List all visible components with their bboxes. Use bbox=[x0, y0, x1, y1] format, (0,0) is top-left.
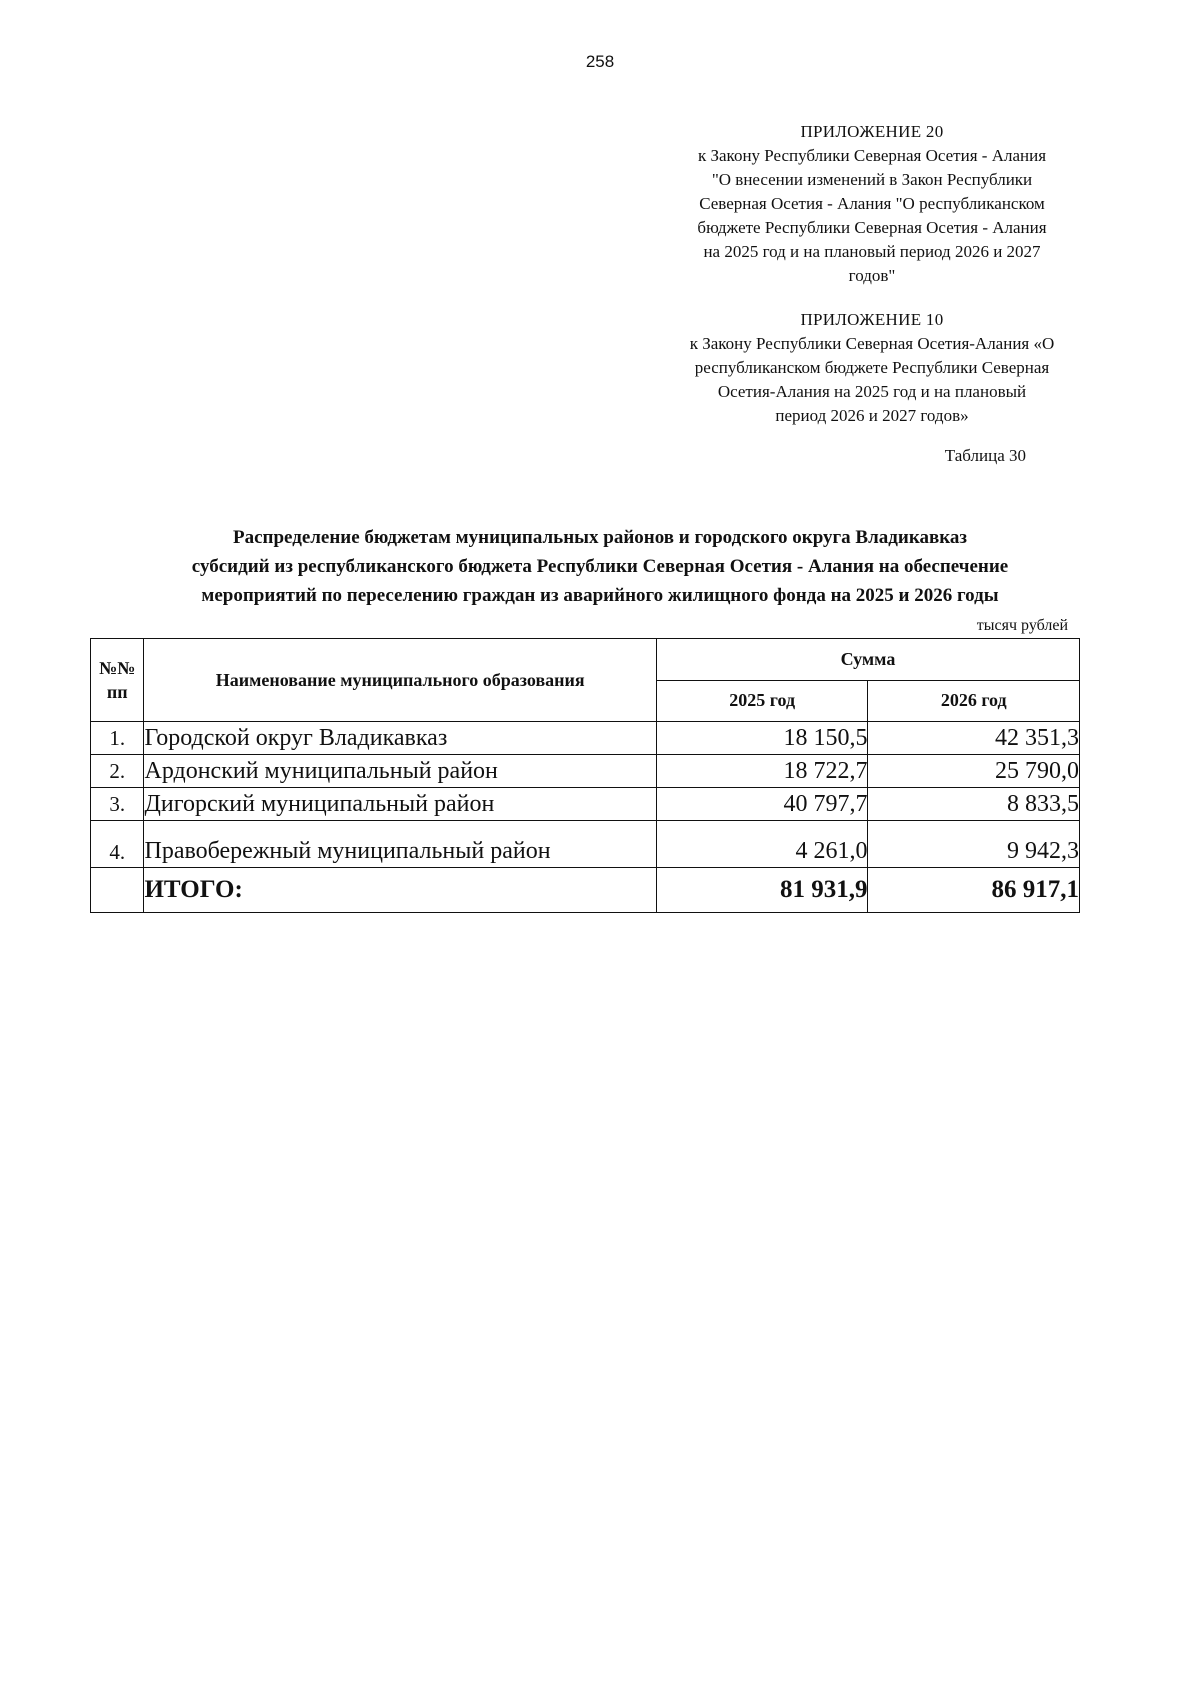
appendix-20-block bbox=[652, 120, 1092, 288]
total-value-2026: 86 917,1 bbox=[868, 868, 1080, 913]
appendix-20-line: Северная Осетия - Алания "О республиканском bbox=[699, 194, 1045, 213]
appendix-20-line: бюджете Республики Северная Осетия - Алания bbox=[697, 218, 1047, 237]
table-number: Таблица 30 bbox=[944, 446, 1026, 465]
row-number: 4. bbox=[91, 821, 144, 868]
header-year-2025: 2025 год bbox=[656, 680, 868, 722]
appendix-10-block bbox=[652, 308, 1092, 428]
total-number-cell bbox=[91, 868, 144, 913]
appendix-20-line: на 2025 год и на плановый период 2026 и 2027 bbox=[703, 242, 1041, 261]
appendix-10-line: Осетия-Алания на 2025 год и на плановый bbox=[717, 382, 1027, 401]
row-number: 1. bbox=[91, 722, 144, 755]
row-value-2025: 40 797,7 bbox=[656, 788, 868, 821]
total-value-2025: 81 931,9 bbox=[656, 868, 868, 913]
row-value-2025: 18 722,7 bbox=[656, 755, 868, 788]
table-row bbox=[91, 722, 1080, 755]
title-line: Распределение бюджетам муниципальных районов и городского округа Владикавказ bbox=[232, 527, 968, 548]
header-year-2026: 2026 год bbox=[868, 680, 1080, 722]
header-sum: Сумма bbox=[656, 639, 1079, 681]
table-row bbox=[91, 821, 1080, 868]
appendix-10-line: республиканском бюджете Республики Северная bbox=[694, 358, 1050, 377]
table-row bbox=[91, 755, 1080, 788]
total-label: ИТОГО: bbox=[144, 868, 656, 913]
appendix-20-heading: ПРИЛОЖЕНИЕ 20 bbox=[800, 122, 944, 141]
appendix-10-line: период 2026 и 2027 годов» bbox=[775, 406, 969, 425]
total-row bbox=[91, 868, 1080, 913]
title-line: мероприятий по переселению граждан из аварийного жилищного фонда на 2025 и 2026 годы bbox=[201, 585, 999, 606]
row-name: Городской округ Владикавказ bbox=[144, 722, 656, 755]
header-number bbox=[91, 639, 144, 722]
row-name: Дигорский муниципальный район bbox=[144, 788, 656, 821]
row-name: Правобережный муниципальный район bbox=[144, 821, 656, 868]
header-number-line1: №№ bbox=[99, 658, 136, 678]
row-number: 2. bbox=[91, 755, 144, 788]
title-line: субсидий из республиканского бюджета Республики Северная Осетия - Алания на обеспечение bbox=[191, 556, 1009, 577]
row-name: Ардонский муниципальный район bbox=[144, 755, 656, 788]
row-number: 3. bbox=[91, 788, 144, 821]
header-number-line2: пп bbox=[106, 682, 128, 702]
document-title bbox=[60, 523, 1140, 610]
table-row bbox=[91, 788, 1080, 821]
appendix-20-line: "О внесении изменений в Закон Республики bbox=[711, 170, 1033, 189]
row-value-2026: 42 351,3 bbox=[868, 722, 1080, 755]
appendix-10-heading: ПРИЛОЖЕНИЕ 10 bbox=[800, 310, 944, 329]
subsidy-table bbox=[90, 638, 1080, 913]
units-label: тысяч рублей bbox=[976, 617, 1068, 634]
appendix-10-line: к Закону Республики Северная Осетия-Алания «О bbox=[689, 334, 1055, 353]
row-value-2026: 25 790,0 bbox=[868, 755, 1080, 788]
row-value-2026: 9 942,3 bbox=[868, 821, 1080, 868]
row-value-2025: 18 150,5 bbox=[656, 722, 868, 755]
header-name: Наименование муниципального образования bbox=[144, 639, 656, 722]
row-value-2025: 4 261,0 bbox=[656, 821, 868, 868]
appendix-20-line: годов" bbox=[848, 266, 896, 285]
page-number: 258 bbox=[585, 52, 615, 71]
appendix-20-line: к Закону Республики Северная Осетия - Алания bbox=[697, 146, 1047, 165]
row-value-2026: 8 833,5 bbox=[868, 788, 1080, 821]
